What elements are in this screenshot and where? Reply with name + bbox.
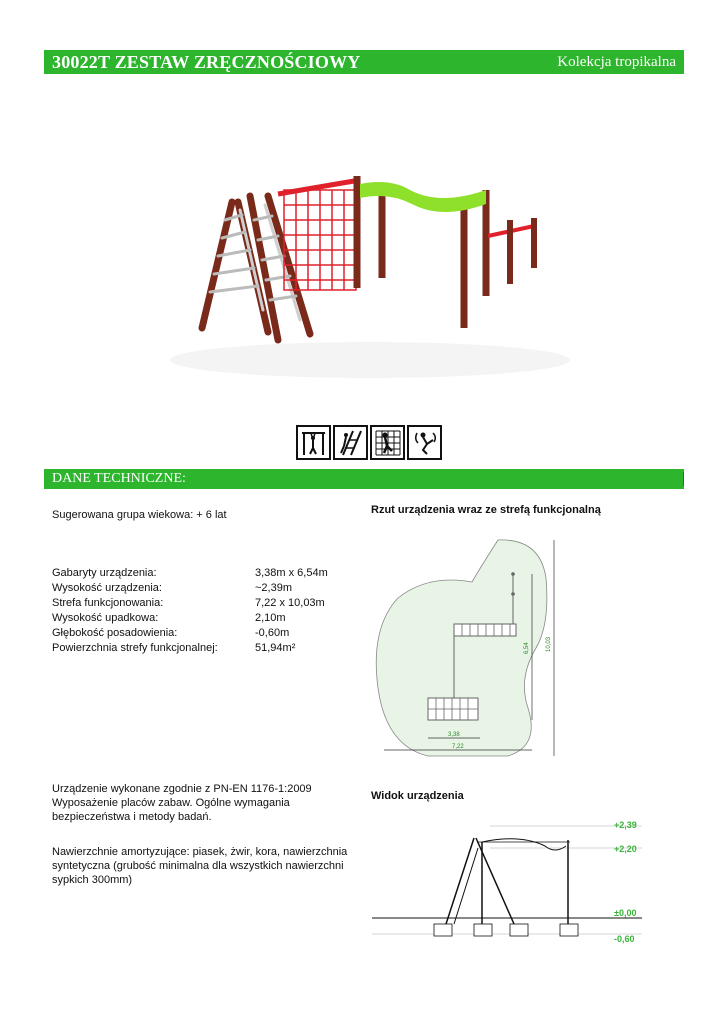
- monkey-bars-icon: [296, 425, 331, 460]
- level-label: +2,20: [614, 844, 637, 854]
- spec-label: Głębokość posadowienia:: [52, 627, 178, 639]
- norm-line: bezpieczeństwa i metody badań.: [52, 811, 212, 823]
- spec-value: ~2,39m: [255, 582, 292, 594]
- surfaces-line: syntetyczna (grubość minimalna dla wszystkich nawierzchni: [52, 860, 344, 872]
- elevation-drawing: [370, 812, 650, 950]
- collection-name: Kolekcja tropikalna: [557, 54, 676, 70]
- plan-width-label: 3,38: [448, 732, 460, 738]
- activity-icons: [296, 425, 442, 460]
- level-label: ±0,00: [614, 908, 637, 918]
- elevation-heading: Widok urządzenia: [371, 790, 464, 802]
- spec-label: Wysokość urządzenia:: [52, 582, 162, 594]
- spec-row: [52, 581, 355, 596]
- surfaces-line: sypkich 300mm): [52, 874, 133, 886]
- level-label: -0,60: [614, 934, 635, 944]
- spec-row: [52, 596, 355, 611]
- balance-icon: [407, 425, 442, 460]
- surfaces-text: [52, 845, 347, 887]
- spec-value: -0,60m: [255, 627, 290, 639]
- spec-label: Powierzchnia strefy funkcjonalnej:: [52, 642, 218, 654]
- spec-label: Strefa funkcjonowania:: [52, 597, 164, 609]
- product-title: 30022T ZESTAW ZRĘCZNOŚCIOWY: [52, 52, 361, 72]
- section-bar: [44, 469, 684, 489]
- climbing-net-icon: [370, 425, 405, 460]
- age-group: Sugerowana grupa wiekowa: + 6 lat: [52, 509, 227, 521]
- plan-zone-length-label: 10,03: [546, 636, 552, 652]
- norm-line: Urządzenie wykonane zgodnie z PN-EN 1176-1:2009: [52, 783, 312, 795]
- surfaces-line: Nawierzchnie amortyzujące: piasek, żwir, kora, nawierzchnia: [52, 846, 348, 858]
- plan-zone-width-label: 7,22: [452, 744, 464, 750]
- spec-row: [52, 641, 355, 656]
- spec-row: [52, 566, 355, 581]
- norm-text: [52, 782, 312, 824]
- spec-value: 2,10m: [255, 612, 286, 624]
- spec-value: 7,22 x 10,03m: [255, 597, 325, 609]
- climbing-ladder-icon: [333, 425, 368, 460]
- product-illustration: [150, 160, 600, 420]
- plan-heading: Rzut urządzenia wraz ze strefą funkcjonalną: [371, 504, 601, 516]
- spec-row: [52, 626, 355, 641]
- spec-value: 3,38m x 6,54m: [255, 567, 328, 579]
- plan-drawing: [368, 528, 568, 766]
- level-label: +2,39: [614, 820, 637, 830]
- spec-table: [52, 566, 355, 656]
- title-bar: [44, 50, 684, 74]
- section-bar-edge: [683, 472, 684, 486]
- spec-value: 51,94m²: [255, 642, 296, 654]
- section-title: DANE TECHNICZNE:: [52, 471, 186, 486]
- spec-label: Wysokość upadkowa:: [52, 612, 159, 624]
- spec-label: Gabaryty urządzenia:: [52, 567, 157, 579]
- norm-line: Wyposażenie placów zabaw. Ogólne wymagania: [52, 797, 290, 809]
- plan-length-label: 6,54: [524, 642, 530, 654]
- spec-row: [52, 611, 355, 626]
